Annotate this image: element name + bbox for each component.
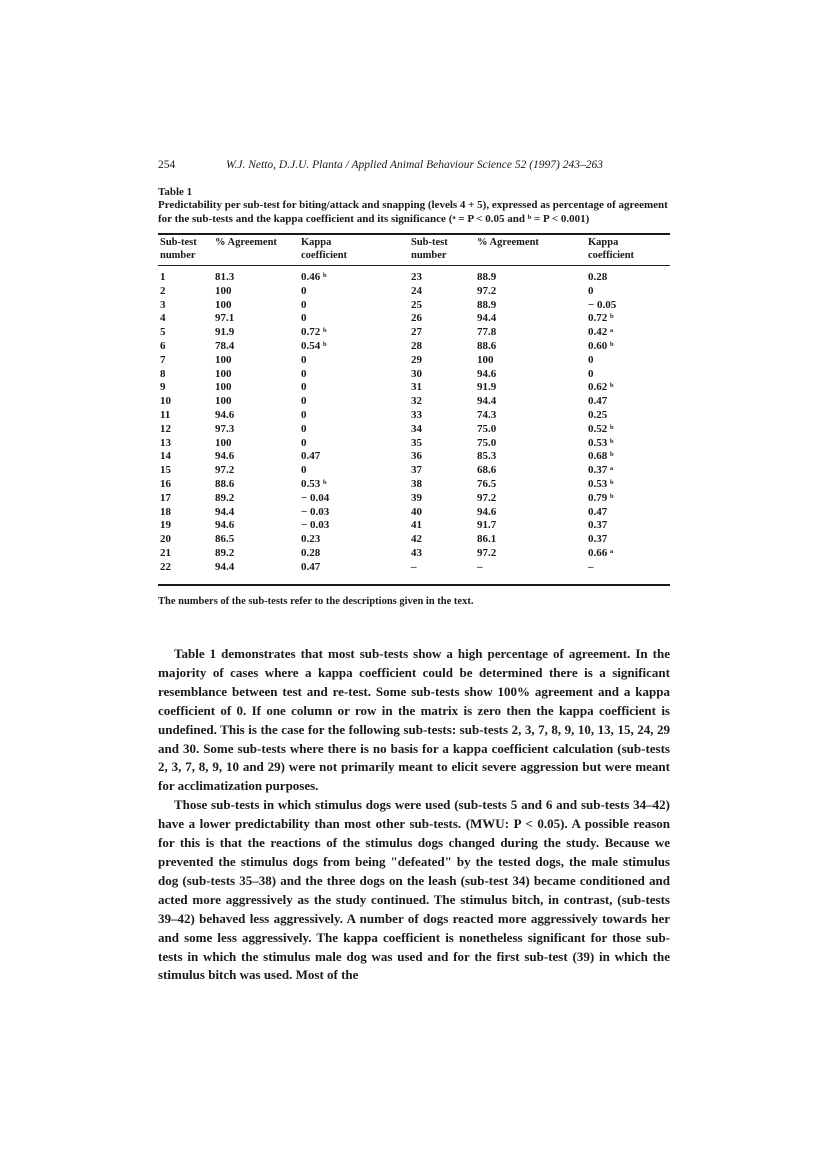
cell-agreement-2: 88.9 bbox=[477, 298, 497, 311]
cell-sub-test-1: 15 bbox=[160, 464, 171, 477]
cell-kappa-2: 0.37 bbox=[588, 533, 608, 546]
cell-sub-test-1: 14 bbox=[160, 450, 171, 463]
cell-agreement-1: 100 bbox=[215, 367, 232, 380]
cell-sub-test-1: 9 bbox=[160, 381, 166, 394]
cell-sub-test-1: 5 bbox=[160, 326, 166, 339]
table-row bbox=[0, 561, 826, 575]
cell-agreement-1: 89.2 bbox=[215, 546, 235, 559]
cell-sub-test-2: 42 bbox=[411, 533, 422, 546]
header-kappa-2: Kappa coefficient bbox=[588, 237, 635, 261]
cell-agreement-1: 78.4 bbox=[215, 339, 235, 352]
cell-sub-test-1: 18 bbox=[160, 505, 171, 518]
cell-sub-test-2: 32 bbox=[411, 395, 422, 408]
cell-agreement-2: 77.8 bbox=[477, 326, 497, 339]
cell-sub-test-2: 25 bbox=[411, 298, 422, 311]
page-number: 254 bbox=[158, 159, 176, 171]
table-row bbox=[0, 423, 826, 437]
cell-sub-test-2: 40 bbox=[411, 505, 422, 518]
table-top-rule bbox=[158, 233, 670, 235]
cell-kappa-2: 0 bbox=[588, 284, 594, 297]
cell-kappa-2: 0.47 bbox=[588, 395, 608, 408]
cell-agreement-1: 97.3 bbox=[215, 422, 235, 435]
cell-sub-test-1: 21 bbox=[160, 546, 171, 559]
cell-sub-test-2: 26 bbox=[411, 312, 422, 325]
paragraph: Table 1 demonstrates that most sub-tests show a high percentage of agreement. In the majority of cases where a kappa coefficient could be determined there is a significant resemblance between test and re-test. Some sub-tests show 100% agreement and a kappa coefficient of 0. If one column or row in the matrix is zero then the kappa coefficient is undefined. This is the case for the following sub-tests: sub-tests 2, 3, 7, 8, 9, 10, 13, 15, 24, 29 and 30. Some sub-tests where there is no basis for a kappa coefficient calculation (sub-tests 2, 3, 7, 8, 9, 10 and 29) were not primarily meant to elicit severe aggression but were meant for acclimatization purposes. bbox=[158, 646, 670, 794]
cell-kappa-2: – bbox=[588, 560, 594, 573]
cell-agreement-1: 97.1 bbox=[215, 312, 235, 325]
cell-agreement-1: 100 bbox=[215, 298, 232, 311]
header-sub-test-number-1: Sub-test number bbox=[160, 237, 197, 261]
table-row bbox=[0, 464, 826, 478]
cell-kappa-2: 0.37 ᵃ bbox=[588, 464, 614, 477]
cell-kappa-2: 0.25 bbox=[588, 408, 608, 421]
cell-sub-test-2: 28 bbox=[411, 339, 422, 352]
cell-agreement-2: 86.1 bbox=[477, 533, 497, 546]
cell-sub-test-2: 41 bbox=[411, 519, 422, 532]
cell-agreement-1: 89.2 bbox=[215, 491, 235, 504]
cell-agreement-1: 97.2 bbox=[215, 464, 235, 477]
cell-kappa-2: 0.72 ᵇ bbox=[588, 312, 614, 325]
table-row bbox=[0, 547, 826, 561]
table-row bbox=[0, 437, 826, 451]
running-header bbox=[158, 159, 678, 171]
cell-sub-test-2: 43 bbox=[411, 546, 422, 559]
cell-agreement-1: 94.6 bbox=[215, 450, 235, 463]
cell-agreement-1: 94.4 bbox=[215, 560, 235, 573]
cell-agreement-1: 94.6 bbox=[215, 408, 235, 421]
cell-kappa-1: 0.46 ᵇ bbox=[301, 271, 327, 283]
table-bottom-rule bbox=[158, 584, 670, 586]
cell-kappa-2: 0 bbox=[588, 353, 594, 366]
cell-kappa-1: 0.53 ᵇ bbox=[301, 477, 327, 490]
table-row bbox=[0, 519, 826, 533]
header-sub-test-number-2: Sub-test number bbox=[411, 237, 448, 261]
cell-kappa-2: 0.53 ᵇ bbox=[588, 477, 614, 490]
cell-agreement-1: 100 bbox=[215, 353, 232, 366]
cell-kappa-1: 0 bbox=[301, 436, 307, 449]
cell-sub-test-2: 29 bbox=[411, 353, 422, 366]
cell-agreement-1: 100 bbox=[215, 436, 232, 449]
cell-kappa-2: 0.52 ᵇ bbox=[588, 422, 614, 435]
cell-kappa-1: 0 bbox=[301, 298, 307, 311]
cell-agreement-2: 88.6 bbox=[477, 339, 497, 352]
paragraph: Those sub-tests in which stimulus dogs were used (sub-tests 5 and 6 and sub-tests 34–42) have a lower predictability than most other sub-tests. (MWU: P < 0.05). A possible reason for this is that the reactions of the stimulus dogs changed during the study. Because we prevented the stimulus dogs from being "defeated" by the tested dogs, the male stimulus dog (sub-tests 35–38) and the three dogs on the leash (sub-test 34) became conditioned and acted more aggressively as the study continued. The stimulus bitch, in contrast, (sub-tests 39–42) behaved less aggressively. A number of dogs reacted more aggressively towards her and some less aggressively. The kappa coefficient is nonetheless significant for those sub-tests in which the stimulus male dog was used and for the first sub-test (39) in which the stimulus bitch was used. Most of the bbox=[158, 797, 670, 983]
cell-agreement-1: 81.3 bbox=[215, 271, 235, 283]
table-row bbox=[0, 409, 826, 423]
cell-sub-test-2: 30 bbox=[411, 367, 422, 380]
cell-kappa-2: − 0.05 bbox=[588, 298, 617, 311]
cell-sub-test-2: 38 bbox=[411, 477, 422, 490]
cell-sub-test-1: 10 bbox=[160, 395, 171, 408]
cell-agreement-2: 76.5 bbox=[477, 477, 497, 490]
cell-agreement-2: 94.6 bbox=[477, 505, 497, 518]
cell-sub-test-1: 6 bbox=[160, 339, 166, 352]
cell-kappa-2: 0.37 bbox=[588, 519, 608, 532]
cell-sub-test-2: 27 bbox=[411, 326, 422, 339]
body-text bbox=[158, 645, 670, 985]
table-row bbox=[0, 395, 826, 409]
cell-agreement-2: 91.9 bbox=[477, 381, 497, 394]
cell-sub-test-1: 3 bbox=[160, 298, 166, 311]
table-row bbox=[0, 340, 826, 354]
table-body bbox=[0, 271, 826, 575]
cell-agreement-2: 91.7 bbox=[477, 519, 497, 532]
table-row bbox=[0, 478, 826, 492]
cell-kappa-1: 0 bbox=[301, 381, 307, 394]
cell-sub-test-1: 19 bbox=[160, 519, 171, 532]
cell-agreement-2: 94.6 bbox=[477, 367, 497, 380]
cell-kappa-2: 0.28 bbox=[588, 271, 608, 283]
cell-kappa-1: − 0.03 bbox=[301, 505, 330, 518]
cell-sub-test-2: 35 bbox=[411, 436, 422, 449]
table-row bbox=[0, 450, 826, 464]
cell-agreement-2: 74.3 bbox=[477, 408, 497, 421]
table-row bbox=[0, 299, 826, 313]
cell-kappa-1: 0.47 bbox=[301, 450, 321, 463]
cell-sub-test-2: 24 bbox=[411, 284, 422, 297]
cell-sub-test-1: 11 bbox=[160, 408, 171, 421]
cell-kappa-2: 0.68 ᵇ bbox=[588, 450, 614, 463]
cell-agreement-2: 75.0 bbox=[477, 436, 497, 449]
cell-agreement-1: 88.6 bbox=[215, 477, 235, 490]
table-caption: Predictability per sub-test for biting/attack and snapping (levels 4 + 5), expressed as percentage of agreement for the sub-tests and the kappa coefficient and its significance (ᵃ = P < 0.05 and ᵇ = P < 0.001) bbox=[158, 199, 668, 225]
cell-sub-test-2: 33 bbox=[411, 408, 422, 421]
table-row bbox=[0, 381, 826, 395]
cell-agreement-2: – bbox=[477, 560, 483, 573]
table-label: Table 1 bbox=[158, 186, 193, 198]
cell-agreement-1: 100 bbox=[215, 284, 232, 297]
header-agreement-2: % Agreement bbox=[477, 237, 539, 248]
cell-kappa-1: 0.54 ᵇ bbox=[301, 339, 327, 352]
cell-kappa-1: − 0.04 bbox=[301, 491, 330, 504]
cell-agreement-2: 97.2 bbox=[477, 491, 497, 504]
table-row bbox=[0, 368, 826, 382]
cell-kappa-1: 0.28 bbox=[301, 546, 321, 559]
cell-agreement-2: 85.3 bbox=[477, 450, 497, 463]
table-row bbox=[0, 492, 826, 506]
cell-sub-test-2: 34 bbox=[411, 422, 422, 435]
cell-agreement-1: 94.4 bbox=[215, 505, 235, 518]
cell-kappa-1: 0 bbox=[301, 284, 307, 297]
cell-kappa-1: − 0.03 bbox=[301, 519, 330, 532]
cell-agreement-2: 100 bbox=[477, 353, 494, 366]
cell-sub-test-1: 8 bbox=[160, 367, 166, 380]
cell-sub-test-1: 16 bbox=[160, 477, 171, 490]
cell-kappa-1: 0 bbox=[301, 395, 307, 408]
cell-sub-test-1: 13 bbox=[160, 436, 171, 449]
cell-agreement-2: 94.4 bbox=[477, 312, 497, 325]
header-kappa-1: Kappa coefficient bbox=[301, 237, 348, 261]
table-row bbox=[0, 326, 826, 340]
table-row bbox=[0, 285, 826, 299]
cell-agreement-1: 86.5 bbox=[215, 533, 235, 546]
cell-sub-test-1: 1 bbox=[160, 271, 166, 283]
cell-kappa-1: 0 bbox=[301, 408, 307, 421]
cell-agreement-2: 88.9 bbox=[477, 271, 497, 283]
cell-kappa-2: 0.62 ᵇ bbox=[588, 381, 614, 394]
cell-sub-test-2: 31 bbox=[411, 381, 422, 394]
cell-kappa-1: 0 bbox=[301, 353, 307, 366]
cell-agreement-2: 94.4 bbox=[477, 395, 497, 408]
cell-agreement-2: 68.6 bbox=[477, 464, 497, 477]
journal-citation: W.J. Netto, D.J.U. Planta / Applied Animal Behaviour Science 52 (1997) 243–263 bbox=[226, 159, 603, 171]
table-footnote: The numbers of the sub-tests refer to the descriptions given in the text. bbox=[158, 596, 474, 607]
cell-kappa-2: 0.66 ᵃ bbox=[588, 546, 614, 559]
cell-sub-test-2: 23 bbox=[411, 271, 422, 283]
table-row bbox=[0, 506, 826, 520]
table-row bbox=[0, 312, 826, 326]
table-row bbox=[0, 354, 826, 368]
cell-sub-test-2: 37 bbox=[411, 464, 422, 477]
cell-sub-test-2: 39 bbox=[411, 491, 422, 504]
cell-sub-test-1: 2 bbox=[160, 284, 166, 297]
cell-sub-test-1: 7 bbox=[160, 353, 166, 366]
cell-sub-test-1: 20 bbox=[160, 533, 171, 546]
cell-agreement-1: 91.9 bbox=[215, 326, 235, 339]
cell-agreement-1: 100 bbox=[215, 381, 232, 394]
cell-kappa-1: 0.47 bbox=[301, 560, 321, 573]
cell-agreement-2: 75.0 bbox=[477, 422, 497, 435]
cell-agreement-2: 97.2 bbox=[477, 284, 497, 297]
cell-sub-test-1: 4 bbox=[160, 312, 166, 325]
cell-kappa-1: 0 bbox=[301, 464, 307, 477]
cell-kappa-2: 0.60 ᵇ bbox=[588, 339, 614, 352]
cell-agreement-2: 97.2 bbox=[477, 546, 497, 559]
cell-kappa-1: 0 bbox=[301, 422, 307, 435]
table-row bbox=[0, 271, 826, 285]
cell-kappa-1: 0.72 ᵇ bbox=[301, 326, 327, 339]
cell-agreement-1: 94.6 bbox=[215, 519, 235, 532]
cell-kappa-1: 0 bbox=[301, 312, 307, 325]
cell-kappa-1: 0.23 bbox=[301, 533, 321, 546]
cell-sub-test-1: 17 bbox=[160, 491, 171, 504]
table-row bbox=[0, 533, 826, 547]
cell-kappa-1: 0 bbox=[301, 367, 307, 380]
cell-sub-test-1: 22 bbox=[160, 560, 171, 573]
cell-kappa-2: 0.53 ᵇ bbox=[588, 436, 614, 449]
cell-kappa-2: 0.79 ᵇ bbox=[588, 491, 614, 504]
cell-agreement-1: 100 bbox=[215, 395, 232, 408]
cell-sub-test-1: 12 bbox=[160, 422, 171, 435]
cell-sub-test-2: – bbox=[411, 560, 417, 573]
header-agreement-1: % Agreement bbox=[215, 237, 277, 248]
cell-sub-test-2: 36 bbox=[411, 450, 422, 463]
cell-kappa-2: 0 bbox=[588, 367, 594, 380]
table-header-rule bbox=[158, 265, 670, 266]
cell-kappa-2: 0.42 ᵃ bbox=[588, 326, 614, 339]
cell-kappa-2: 0.47 bbox=[588, 505, 608, 518]
